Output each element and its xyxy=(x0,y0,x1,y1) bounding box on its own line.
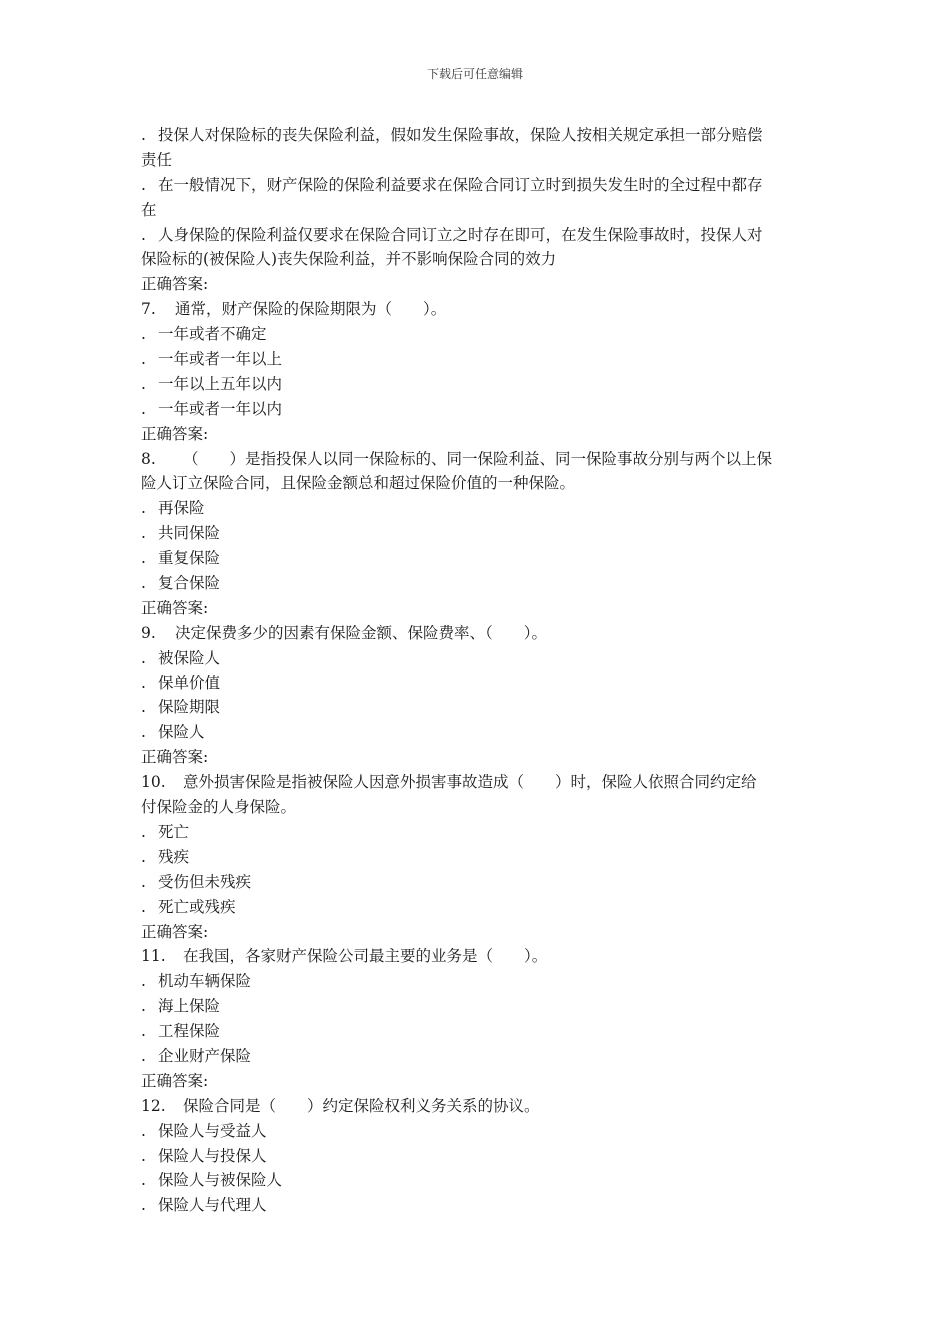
question-number: 10. xyxy=(141,773,166,792)
question-12 xyxy=(141,1094,813,1119)
question-8 xyxy=(141,447,813,472)
option-line: . 死亡或残疾 xyxy=(141,895,813,920)
option-line: . 残疾 xyxy=(141,845,813,870)
option-line: . 机动车辆保险 xyxy=(141,969,813,994)
option-line: . 复合保险 xyxy=(141,571,813,596)
option-continuation: 责任 xyxy=(141,150,173,169)
option-line: . 被保险人 xyxy=(141,646,813,671)
answer-label: 正确答案: xyxy=(141,748,209,767)
option-line: . 保险期限 xyxy=(141,695,813,720)
option-line: . 共同保险 xyxy=(141,521,813,546)
option-line: . 人身保险的保险利益仅要求在保险合同订立之时存在即可，在发生保险事故时，投保人对 xyxy=(141,223,813,248)
answer-label: 正确答案: xyxy=(141,424,209,443)
question-text-continuation: 险人订立保险合同，且保险金额总和超过保险价值的一种保险。 xyxy=(141,474,576,493)
question-number: 12. xyxy=(141,1096,166,1115)
question-11 xyxy=(141,944,813,969)
document-body xyxy=(141,123,813,1218)
page-header: 下载后可任意编辑 xyxy=(426,67,523,81)
answer-label: 正确答案: xyxy=(141,598,209,617)
answer-label: 正确答案: xyxy=(141,922,209,941)
option-line: . 保险人与投保人 xyxy=(141,1144,813,1169)
option-line: . 保单价值 xyxy=(141,671,813,696)
option-line: . 一年或者一年以上 xyxy=(141,347,813,372)
option-line: . 海上保险 xyxy=(141,994,813,1019)
question-number: 7. xyxy=(141,300,156,319)
question-text: （ ）是指投保人以同一保险标的、同一保险利益、同一保险事故分别与两个以上保 xyxy=(183,449,773,468)
option-line: . 保险人与代理人 xyxy=(141,1193,813,1218)
option-line: . 投保人对保险标的丧失保险利益，假如发生保险事故，保险人按相关规定承担一部分赔偿 xyxy=(141,123,813,148)
question-text: 保险合同是（ ）约定保险权利义务关系的协议。 xyxy=(183,1096,540,1115)
option-continuation: 保险标的(被保险人)丧失保险利益，并不影响保险合同的效力 xyxy=(141,250,557,269)
option-line: . 企业财产保险 xyxy=(141,1044,813,1069)
question-number: 9. xyxy=(141,623,156,642)
option-line: . 保险人与被保险人 xyxy=(141,1168,813,1193)
option-line: . 重复保险 xyxy=(141,546,813,571)
option-line: . 工程保险 xyxy=(141,1019,813,1044)
question-text: 通常，财产保险的保险期限为（ ）。 xyxy=(175,300,447,319)
option-line: . 再保险 xyxy=(141,496,813,521)
question-number: 8. xyxy=(141,449,156,468)
question-text: 决定保费多少的因素有保险金额、保险费率、（ ）。 xyxy=(175,623,548,642)
option-line: . 保险人与受益人 xyxy=(141,1119,813,1144)
answer-label: 正确答案: xyxy=(141,1071,209,1090)
question-text: 在我国，各家财产保险公司最主要的业务是（ ）。 xyxy=(183,947,548,966)
question-9 xyxy=(141,621,813,646)
option-line: . 死亡 xyxy=(141,820,813,845)
option-line: . 受伤但未残疾 xyxy=(141,870,813,895)
option-line: . 一年或者不确定 xyxy=(141,322,813,347)
option-line: . 在一般情况下，财产保险的保险利益要求在保险合同订立时到损失发生时的全过程中都存 xyxy=(141,173,813,198)
option-line: . 保险人 xyxy=(141,720,813,745)
question-10 xyxy=(141,770,813,795)
option-line: . 一年或者一年以内 xyxy=(141,397,813,422)
question-7 xyxy=(141,297,813,322)
question-text-continuation: 付保险金的人身保险。 xyxy=(141,798,297,817)
question-number: 11. xyxy=(141,947,166,966)
option-line: . 一年以上五年以内 xyxy=(141,372,813,397)
question-text: 意外损害保险是指被保险人因意外损害事故造成（ ）时，保险人依照合同约定给 xyxy=(183,773,757,792)
option-continuation: 在 xyxy=(141,200,157,219)
answer-label: 正确答案: xyxy=(141,275,209,294)
